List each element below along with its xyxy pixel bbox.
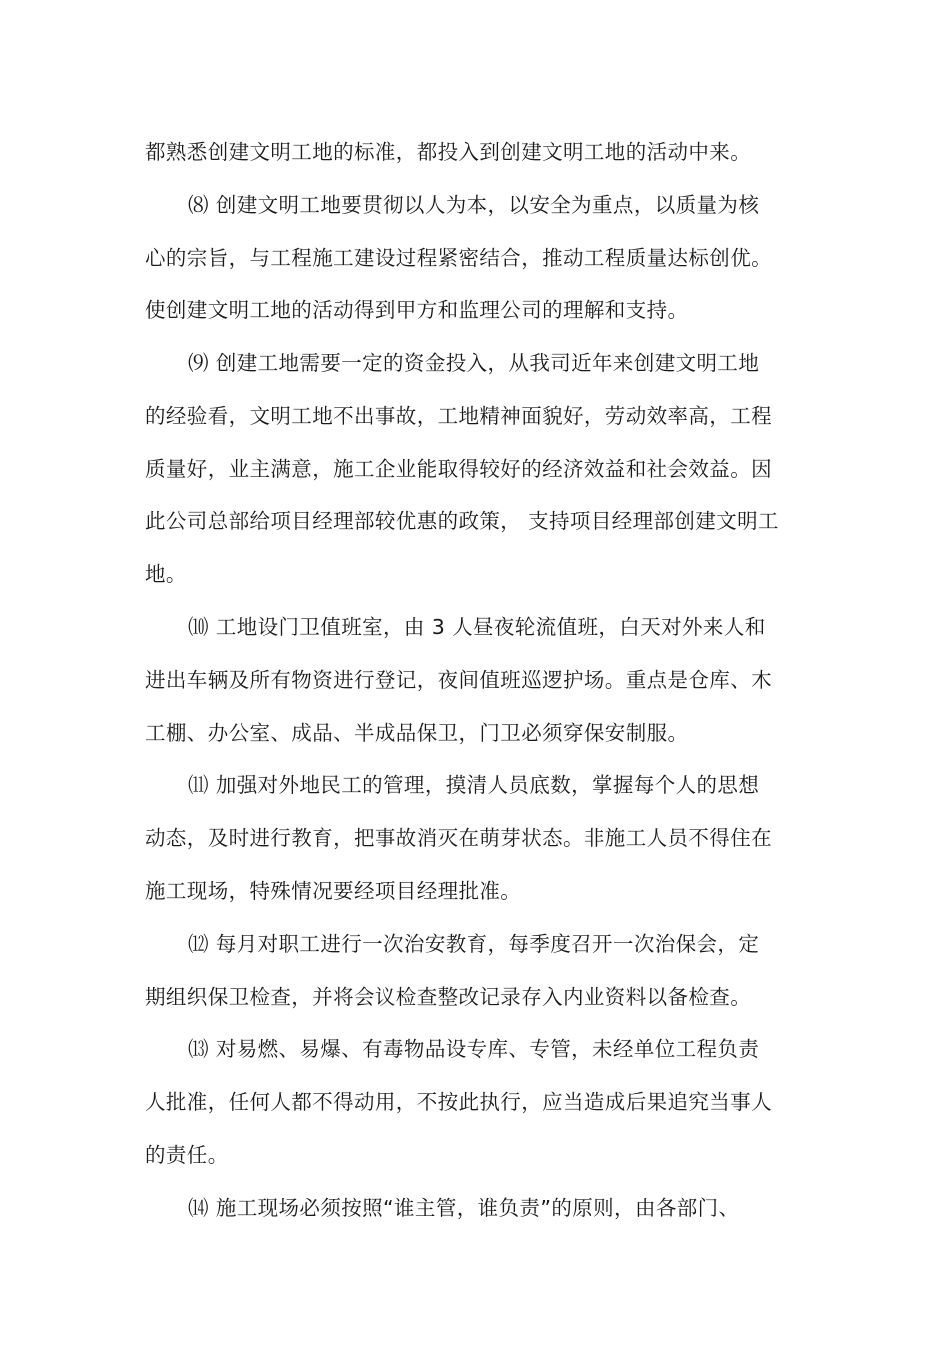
text-line-20: 的责任。 <box>145 1143 229 1167</box>
text-line-7: 质量好，业主满意，施工企业能取得较好的经济效益和社会效益。因 <box>145 457 772 481</box>
text-line-4: 使创建文明工地的活动得到甲方和监理公司的理解和支持。 <box>145 298 689 322</box>
text-line-21: ⒁ 施工现场必须按照“谁主管，谁负责”的原则，由各部门、 <box>188 1196 740 1220</box>
text-line-2: ⑻ 创建文明工地要贯彻以人为本，以安全为重点，以质量为核 <box>188 193 760 217</box>
text-line-8: 此公司总部给项目经理部较优惠的政策， 支持项目经理部创建文明工 <box>145 509 779 533</box>
text-line-17: 期组织保卫检查，并将会议检查整改记录存入内业资料以备检查。 <box>145 985 752 1009</box>
text-line-5: ⑼ 创建工地需要一定的资金投入，从我司近年来创建文明工地 <box>188 351 760 375</box>
text-line-9: 地。 <box>145 562 187 586</box>
text-line-12: 工棚、办公室、成品、半成品保卫，门卫必须穿保安制服。 <box>145 721 689 745</box>
text-line-18: ⒀ 对易燃、易爆、有毒物品设专库、专管，未经单位工程负责 <box>188 1037 760 1061</box>
text-line-11: 进出车辆及所有物资进行登记，夜间值班巡逻护场。重点是仓库、木 <box>145 668 772 692</box>
text-line-6: 的经验看，文明工地不出事故，工地精神面貌好，劳动效率高，工程 <box>145 404 772 428</box>
text-line-16: ⑿ 每月对职工进行一次治安教育，每季度召开一次治保会，定 <box>188 932 760 956</box>
text-line-1: 都熟悉创建文明工地的标准，都投入到创建文明工地的活动中来。 <box>145 140 752 164</box>
text-line-3: 心的宗旨，与工程施工建设过程紧密结合，推动工程质量达标创优。 <box>145 246 772 270</box>
text-line-19: 人批准，任何人都不得动用，不按此执行，应当造成后果追究当事人 <box>145 1090 772 1114</box>
text-line-10: ⑽ 工地设门卫值班室，由 3 人昼夜轮流值班，白天对外来人和 <box>188 615 766 639</box>
text-line-14: 动态，及时进行教育，把事故消灭在萌芽状态。非施工人员不得住在 <box>145 826 772 850</box>
text-line-13: ⑾ 加强对外地民工的管理，摸清人员底数，掌握每个人的思想 <box>188 773 760 797</box>
text-line-15: 施工现场，特殊情况要经项目经理批准。 <box>145 879 522 903</box>
